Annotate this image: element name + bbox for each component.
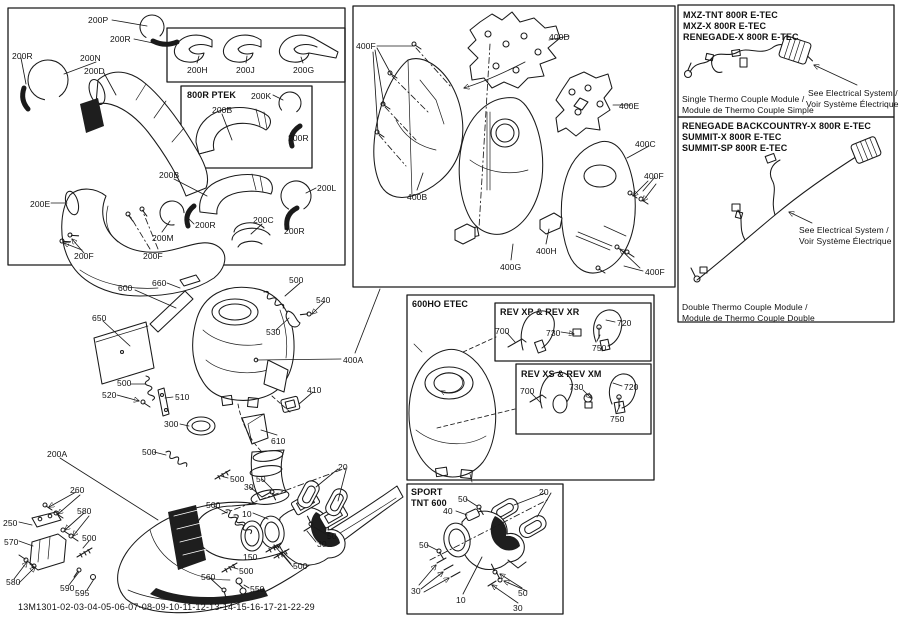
callout-550: 550	[250, 584, 265, 594]
model-name: SUMMIT-SP 800R E-TEC	[682, 143, 788, 153]
callout-30: 30	[244, 482, 254, 492]
module-note-fr: Module de Thermo Couple Double	[682, 313, 815, 323]
callout-30: 30	[513, 603, 523, 613]
see-electrical-note: See Electrical System /	[808, 88, 898, 98]
callout-260: 260	[70, 485, 85, 495]
callout-590: 590	[60, 583, 75, 593]
module-note: Double Thermo Couple Module /	[682, 302, 808, 312]
model-name: RENEGADE-X 800R E-TEC	[683, 32, 799, 42]
module-note: Single Thermo Couple Module /	[682, 94, 805, 104]
callout-400A: 400A	[343, 355, 364, 365]
callout-500: 500	[82, 533, 97, 543]
callout-200D: 200D	[84, 66, 105, 76]
callout-570: 570	[4, 537, 19, 547]
callout-200E: 200E	[30, 199, 51, 209]
etec-box-title: 600HO ETEC	[412, 299, 469, 309]
callout-500: 500	[289, 275, 304, 285]
callout-595: 595	[75, 588, 90, 598]
model-name: RENEGADE BACKCOUNTRY-X 800R E-TEC	[682, 121, 871, 131]
callout-300: 300	[164, 419, 179, 429]
callout-400F: 400F	[645, 267, 665, 277]
callout-500: 500	[239, 566, 254, 576]
callout-730: 730	[569, 382, 584, 392]
callout-700: 700	[520, 386, 535, 396]
callout-200L: 200L	[317, 183, 337, 193]
callout-200B: 200B	[212, 105, 233, 115]
callout-660: 660	[152, 278, 167, 288]
see-electrical-note: See Electrical System /	[799, 225, 889, 235]
callout-400E: 400E	[619, 101, 640, 111]
model-name: MXZ-X 800R E-TEC	[683, 21, 767, 31]
callout-50: 50	[458, 494, 468, 504]
callout-400F: 400F	[356, 41, 376, 51]
callout-200R: 200R	[195, 220, 216, 230]
heat-shield-panels-art	[374, 12, 648, 273]
callout-560: 560	[201, 572, 216, 582]
callout-20: 20	[338, 462, 348, 472]
sheet-code: 13M1301-02-03-04-05-06-07-08-09-10-11-12-13-14-15-16-17-21-22-29	[18, 602, 315, 612]
callout-200R: 200R	[110, 34, 131, 44]
callout-200N: 200N	[80, 53, 101, 63]
callout-200R: 200R	[288, 133, 309, 143]
callout-50: 50	[518, 588, 528, 598]
callout-500: 500	[206, 500, 221, 510]
callout-600: 600	[118, 283, 133, 293]
callout-200F: 200F	[143, 251, 163, 261]
callout-400D: 400D	[549, 32, 570, 42]
callout-200P: 200P	[88, 15, 109, 25]
callout-410: 410	[307, 385, 322, 395]
callout-150: 150	[243, 552, 258, 562]
callout-200C: 200C	[253, 215, 274, 225]
see-electrical-note-fr: Voir Système Électrique	[806, 99, 899, 109]
callout-500: 500	[230, 474, 245, 484]
callout-200J: 200J	[236, 65, 255, 75]
callout-750: 750	[610, 414, 625, 424]
model-name: SUMMIT-X 800R E-TEC	[682, 132, 782, 142]
callout-200K: 200K	[251, 91, 272, 101]
tuned-pipe-sections-art	[23, 11, 317, 296]
callout-50: 50	[327, 531, 337, 541]
sport-box-subtitle: TNT 600	[411, 498, 447, 508]
callout-50: 50	[256, 474, 266, 484]
callout-400C: 400C	[635, 139, 656, 149]
model-name: MXZ-TNT 800R E-TEC	[683, 10, 778, 20]
callout-200A: 200A	[47, 449, 68, 459]
callout-400B: 400B	[407, 192, 428, 202]
ptek-box-title: 800R PTEK	[187, 90, 236, 100]
callout-30: 30	[411, 586, 421, 596]
callout-720: 720	[617, 318, 632, 328]
callout-580: 580	[77, 506, 92, 516]
callout-200B: 200B	[159, 170, 180, 180]
callout-200F: 200F	[74, 251, 94, 261]
callout-200R: 200R	[284, 226, 305, 236]
callout-730: 730	[546, 328, 561, 338]
callout-10: 10	[456, 595, 466, 605]
callout-650: 650	[92, 313, 107, 323]
callout-20: 20	[539, 487, 549, 497]
callout-500: 500	[293, 561, 308, 571]
callout-250: 250	[3, 518, 18, 528]
callout-200R: 200R	[12, 51, 33, 61]
callout-750: 750	[592, 343, 607, 353]
rev-xp-xr-title: REV XP & REV XR	[500, 307, 580, 317]
callout-540: 540	[316, 295, 331, 305]
callout-530: 530	[266, 327, 281, 337]
sport-box-title: SPORT	[411, 487, 443, 497]
callout-700: 700	[495, 326, 510, 336]
callout-50: 50	[419, 540, 429, 550]
callout-200M: 200M	[152, 233, 174, 243]
callout-200G: 200G	[293, 65, 315, 75]
callout-200H: 200H	[187, 65, 208, 75]
callout-400H: 400H	[536, 246, 557, 256]
callout-610: 610	[271, 436, 286, 446]
bracket-variants-art	[174, 35, 338, 62]
callout-720: 720	[624, 382, 639, 392]
callout-520: 520	[102, 390, 117, 400]
callout-10: 10	[242, 509, 252, 519]
callout-30: 30	[317, 539, 327, 549]
module-note-fr: Module de Thermo Couple Simple	[682, 105, 814, 115]
double-thermocouple-harness-art	[691, 136, 882, 282]
callout-40: 40	[443, 506, 453, 516]
rev-xs-xm-title: REV XS & REV XM	[521, 369, 602, 379]
callout-500: 500	[117, 378, 132, 388]
callout-400F: 400F	[644, 171, 664, 181]
callout-500: 500	[142, 447, 157, 457]
callout-580: 580	[6, 577, 21, 587]
callout-510: 510	[175, 392, 190, 402]
see-electrical-note-fr: Voir Système Électrique	[799, 236, 892, 246]
callout-400G: 400G	[500, 262, 522, 272]
